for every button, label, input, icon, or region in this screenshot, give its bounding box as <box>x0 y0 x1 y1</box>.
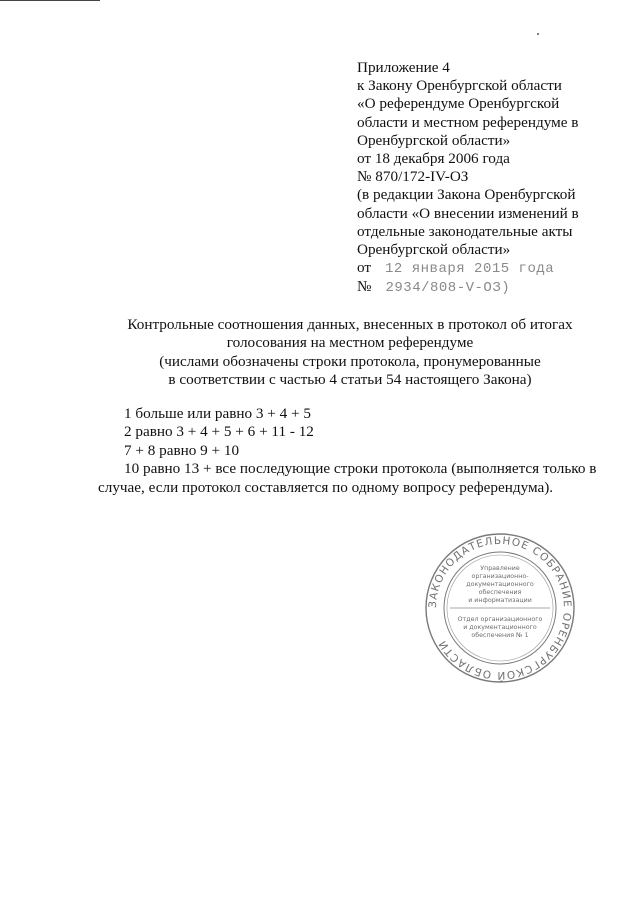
appendix-line: отдельные законодательные акты <box>357 222 573 240</box>
appendix-line: области и местном референдуме в <box>357 113 579 131</box>
appendix-line: «О референдуме Оренбургской <box>357 95 560 113</box>
appendix-line: области «О внесении изменений в <box>357 204 579 222</box>
seal-inner-line: обеспечения № 1 <box>471 632 529 639</box>
ratio-item: 2 равно 3 + 4 + 5 + 6 + 11 - 12 <box>124 423 314 441</box>
ratio-item: 7 + 8 равно 9 + 10 <box>124 441 240 459</box>
seal-inner-line: и информатизации <box>468 597 532 604</box>
appendix-line: Оренбургской области» <box>357 131 511 149</box>
appendix-header-block <box>357 59 579 298</box>
heading-line: (числами обозначены строки протокола, пронумерованные <box>159 352 541 370</box>
appendix-line: Оренбургской области» <box>357 241 511 259</box>
amendment-number: 2934/808-V-ОЗ) <box>385 280 511 297</box>
seal-inner-line: документационного <box>466 581 534 588</box>
ratio-item: 1 больше или равно 3 + 4 + 5 <box>124 405 312 422</box>
heading-line: в соответствии с частью 4 статьи 54 настоящего Закона) <box>168 371 532 389</box>
amendment-date-line <box>357 259 579 278</box>
seal-inner-line: организационно- <box>471 573 529 580</box>
seal-inner-line: Управление <box>480 565 520 572</box>
ratio-item-continuation: случае, если протокол составляется по одному вопросу референдума). <box>98 478 554 496</box>
appendix-line: № 870/172-IV-ОЗ <box>357 168 469 186</box>
appendix-line: Приложение 4 <box>357 59 450 76</box>
document-heading <box>100 316 600 390</box>
heading-line: Контрольные соотношения данных, внесенных в протокол об итогах <box>127 316 573 333</box>
appendix-line: к Закону Оренбургской области <box>357 77 562 95</box>
seal-inner-line: обеспечения <box>478 589 522 596</box>
seal-inner-line: и документационного <box>463 624 537 631</box>
amendment-date: 12 января 2015 года <box>385 261 555 278</box>
number-prefix: № <box>357 278 372 296</box>
control-ratios-list <box>98 405 597 497</box>
seal-inner-line: Отдел организационного <box>457 616 543 623</box>
scan-edge-line <box>0 0 100 1</box>
scan-speck <box>537 33 539 35</box>
amendment-number-line <box>357 278 579 297</box>
appendix-line: от 18 декабря 2006 года <box>357 150 510 168</box>
official-seal-stamp <box>420 528 580 688</box>
ratio-item: 10 равно 13 + все последующие строки протокола (выполняется только в <box>124 460 597 478</box>
date-prefix: от <box>357 259 372 277</box>
heading-line: голосования на местном референдуме <box>226 334 474 352</box>
seal-ring-text: ЗАКОНОДАТЕЛЬНОЕ СОБРАНИЕ ОРЕНБУРГСКОЙ ОБЛАСТИ <box>426 534 574 682</box>
appendix-line: (в редакции Закона Оренбургской <box>357 186 576 204</box>
